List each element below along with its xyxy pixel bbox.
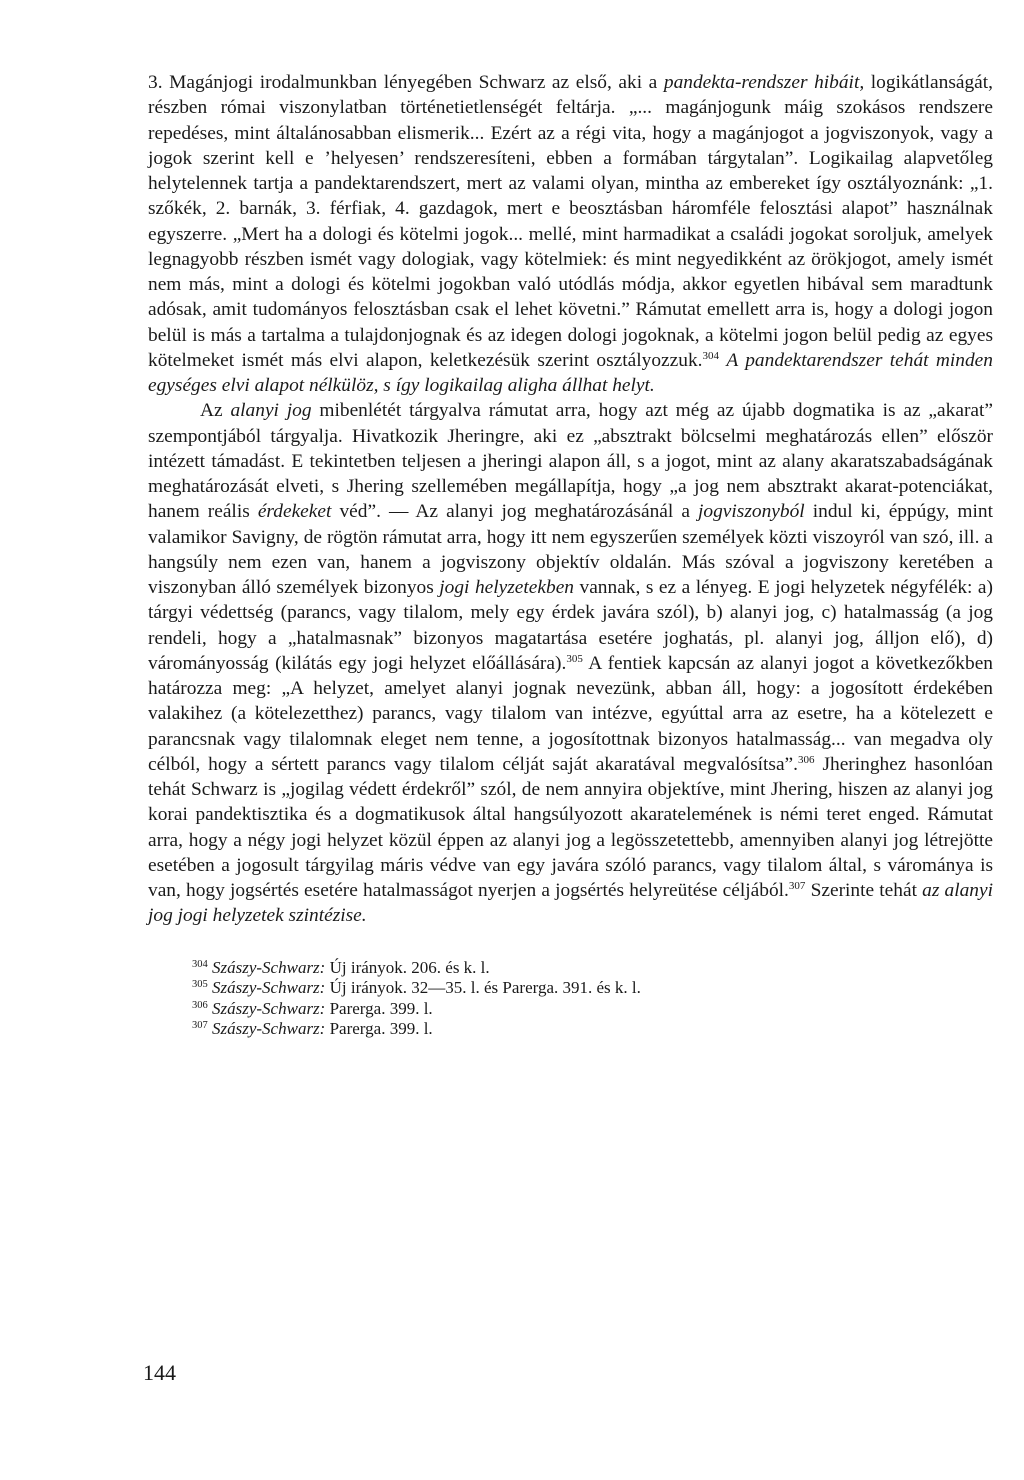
text-run: Jheringhez hasonlóan tehát Schwarz is „jogilag védett érdekről” szól, de nem annyira objektíve, mint Jhering, hiszen az alanyi jog korai pandektisztika és a dogmatikusok által hangsúlyozott akaratelemének is némi teret enged. Rámutat arra, hogy a négy jogi helyzet közül éppen az alanyi jog a legösszetettebb, amennyiben alanyi jog létrejötte esetében a jogosult tárgyilag máris védve van egy javára szóló parancs, vagy tilalom által, s várománya is van, hogy jogsértés esetére hatalmasságot nyerjen a jogsértés helyreütése céljából. <box>148 753 993 901</box>
italic-text: alanyi jog <box>230 400 312 422</box>
text-run: indul ki, éppúgy, mint valamikor Savigny, de rögtön rámutat arra, hogy itt nem egyszerűen személyek közti viszoyról van szó, ill. a hangsúly nem ezen van, hanem a jogviszony objektív oldalán. Más szóval a jogviszony keretében a viszonyban álló személyek bizonyos <box>148 501 993 598</box>
footnote-author: Szászy-Schwarz: <box>212 998 326 1018</box>
footnote <box>192 999 993 1020</box>
footnote <box>192 978 993 999</box>
text-run: A fentiek kapcsán az alanyi jogot a következőkben határozza meg: „A helyzet, amelyet alanyi jognak nevezünk, abban áll, hogy: a jogosított érdekében valakihez (a kötelezetthez) parancs, vagy tilalom van intézve, egyúttal arra az esetre, ha a kötelezett e parancsnak vagy tilalomnak eleget nem tenne, a jogosítottnak bizonyos hatalmasság... van megadva oly célból, hogy a sértett parancs vagy tilalom célját saját akaratával megvalósítsa”. <box>148 652 994 775</box>
footnote-number: 305 <box>192 979 208 990</box>
italic-text: A pandektarendszer tehát minden egységes elvi alapot nélkülöz, s így logikailag aligha állhat helyt. <box>148 349 993 396</box>
paragraph <box>148 398 993 928</box>
text-run: logikátlanságát, részben római viszonylatban történetietlenségét feltárja. „... magánjogunk máig szokásos rendszere repedéses, mint általánosabban elismerik... Ezért az a régi vita, hogy a magánjogot a jogviszonyok, vagy a jogok szerint kell e ’helyesen’ rendszeresíteni, ebben a formában tárgytalan”. Logikailag alapvetőleg helytelennek tartja a pandektarendszert, mert az valami olyan, mintha az embereket így osztályoznánk: „1. szőkék, 2. barnák, 3. férfiak, 4. gazdagok, mert e beosztásban háromféle felosztási alapot” használnak egyszerre. „Mert ha a dologi és kötelmi jogok... mellé, mint harmadikat a családi jogokat soroljuk, amelyek legnagyobb részben ismét vagy dologiak, vagy kötelmiek: és mint negyedikként az örökjogot, amely ismét nem más, mint a dologi és kötelmi jogokban való utódlás módja, akkor egyetlen hibával sem maradtunk adósak, amit tudományos felosztásban csak el lehet követni.” Rámutat emellett arra is, hogy a dologi jogon belül is más a tartalma a tulajdonjognak és az idegen dologi jogoknak, a kötelmi jogon belül pedig az egyes kötelmeket ismét más elvi alapon, keletkezésük szerint osztályozzuk. <box>148 72 994 371</box>
italic-text: jogi helyzetekben <box>439 577 574 598</box>
footnote-ref: 305 <box>566 652 583 665</box>
footnote-ref: 306 <box>798 753 815 766</box>
footnote-author: Szászy-Schwarz: <box>212 957 326 977</box>
footnote-author: Szászy-Schwarz: <box>212 1019 326 1038</box>
footnote-number: 304 <box>192 958 208 970</box>
footnote-text: Új irányok. 32—35. l. és Parerga. 391. és k. l. <box>325 978 641 997</box>
text-run: mibenlétét tárgyalva rámutat arra, hogy azt még az újabb dogmatika is az „akarat” szempontjából tárgyalja. Hivatkozik Jheringre, aki ez „absztrakt bölcselmi meghatározás ellen” először intézett támadást. E tekintetben teljesen a jheringi alapon áll, s a jogot, mint az alany akaratszabadságának meghatározását elveti, s Jhering szellemében megállapítja, hogy „a jog nem absztrakt akarat-potenciákat, hanem reális <box>148 400 993 523</box>
footnote <box>192 1019 993 1040</box>
text-run: vannak, s ez a lényeg. E jogi helyzetek négyfélék: a) tárgyi védettség (parancs, vagy tilalom, mely egy érdek javára szól), b) alanyi jog, c) hatalmasság (a jog rendeli, hogy a „hatalmasnak” bizonyos magatartása esetére joghatás, pl. alanyi jog, álljon elő), d) várományosság (kilátás egy jogi helyzet előállására). <box>148 577 993 674</box>
footnote-ref: 307 <box>788 880 806 892</box>
main-text <box>148 70 993 929</box>
italic-text: pandekta-rendszer hibáit, <box>663 72 865 93</box>
text-run: Szerinte tehát <box>805 880 923 901</box>
page-number: 144 <box>143 1360 176 1385</box>
footnote-text: Parerga. 399. l. <box>325 1019 433 1038</box>
footnote-ref: 304 <box>702 349 719 362</box>
text-run: véd”. — Az alanyi jog meghatározásánál a <box>331 501 699 523</box>
italic-text: érdekeket <box>257 501 332 523</box>
footnote-author: Szászy-Schwarz: <box>212 978 326 997</box>
footnotes <box>148 958 993 1040</box>
text-run: Az <box>200 400 231 422</box>
page-body <box>148 70 993 1040</box>
footnote-text: Új irányok. 206. és k. l. <box>325 957 490 977</box>
italic-text: jogviszonyból <box>698 501 805 523</box>
text-run: 3. Magánjogi irodalmunkban lényegében Schwarz az első, aki a <box>148 72 664 93</box>
footnote-text: Parerga. 399. l. <box>325 998 433 1018</box>
paragraph <box>148 70 993 398</box>
footnote <box>192 958 993 979</box>
italic-text: az alanyi jog jogi helyzetek szintézise. <box>148 880 993 927</box>
footnote-number: 307 <box>192 1020 208 1031</box>
footnote-number: 306 <box>192 999 208 1011</box>
